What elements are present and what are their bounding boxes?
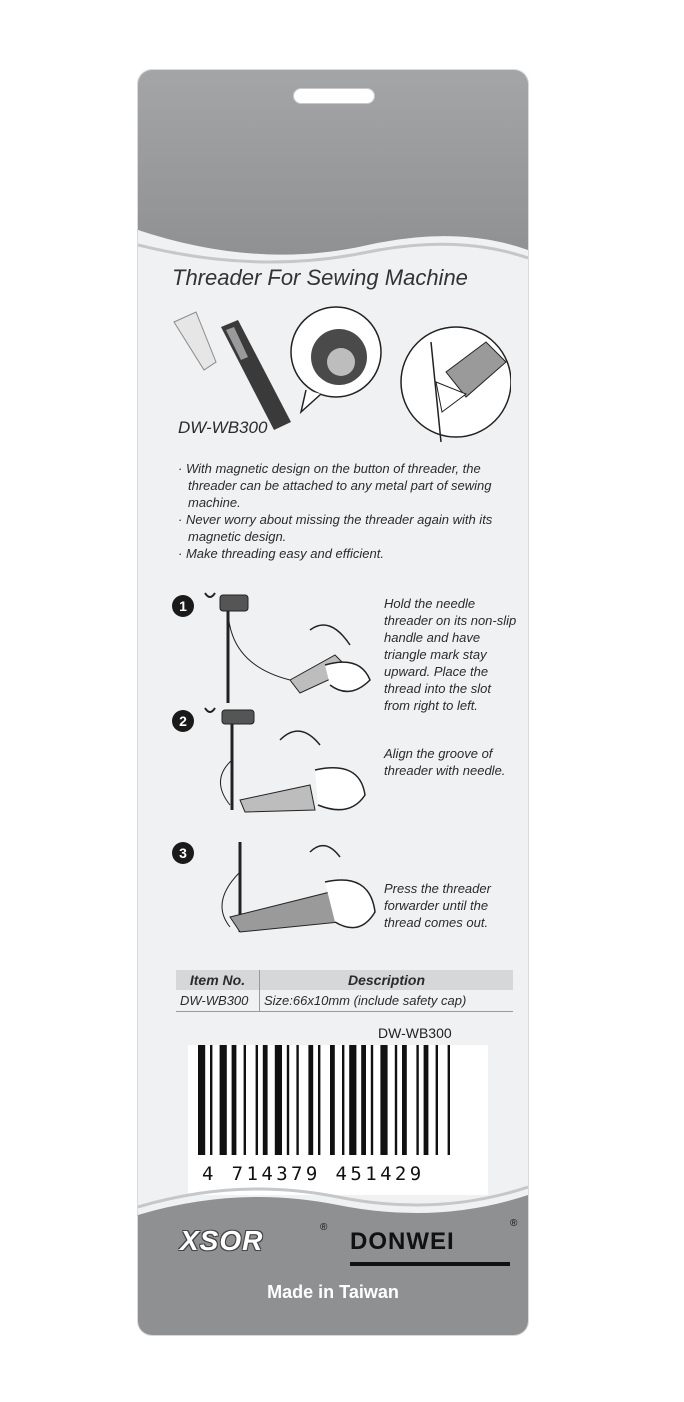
- step-1-illustration: [200, 585, 380, 715]
- feature-item: · Never worry about missing the threader again with its magnetic design.: [178, 512, 493, 544]
- barcode-bar: [198, 1045, 205, 1155]
- barcode-bar: [256, 1045, 258, 1155]
- step-instruction: Align the groove of threader with needle.: [384, 746, 506, 778]
- barcode-bar: [296, 1045, 298, 1155]
- barcode-bar: [275, 1045, 282, 1155]
- step-instruction: Press the threader forwarder until the thread comes out.: [384, 881, 491, 930]
- barcode: [188, 1045, 488, 1195]
- barcode-bar: [448, 1045, 450, 1155]
- table-row: [176, 990, 513, 1012]
- barcode-label: DW-WB300: [378, 1025, 452, 1041]
- barcode-bar: [330, 1045, 335, 1155]
- step-3: [172, 842, 518, 962]
- brand-xsor-logo: XSOR: [180, 1225, 264, 1256]
- step-number: 3: [172, 842, 194, 864]
- model-number: DW-WB300: [178, 418, 268, 437]
- barcode-bar: [342, 1045, 344, 1155]
- barcode-bar: [220, 1045, 227, 1155]
- barcode-bar: [318, 1045, 320, 1155]
- brand-underline: [350, 1262, 510, 1266]
- origin-label: Made in Taiwan: [267, 1282, 399, 1302]
- feature-list: [178, 460, 513, 562]
- step-number: 2: [172, 710, 194, 732]
- barcode-bar: [371, 1045, 373, 1155]
- brand-donwei-logo: DONWEI: [350, 1228, 455, 1255]
- barcode-bar: [287, 1045, 289, 1155]
- bottom-gray-band: [138, 1185, 528, 1335]
- step-number: 1: [172, 595, 194, 617]
- barcode-bar: [244, 1045, 246, 1155]
- step-2: [172, 710, 518, 830]
- package-card: [138, 70, 528, 1335]
- spec-item-no: DW-WB300: [176, 990, 260, 1012]
- barcode-bar: [402, 1045, 407, 1155]
- barcode-bar: [349, 1045, 356, 1155]
- step-2-illustration: [200, 700, 380, 825]
- barcode-bar: [232, 1045, 237, 1155]
- barcode-bar: [263, 1045, 268, 1155]
- barcode-bar: [361, 1045, 366, 1155]
- registered-mark: ®: [320, 1222, 328, 1233]
- spec-description: Size:66x10mm (include safety cap): [260, 990, 514, 1012]
- spec-header-description: Description: [260, 970, 514, 990]
- step-3-illustration: [200, 832, 380, 952]
- hang-hole: [293, 88, 375, 104]
- barcode-bar: [436, 1045, 438, 1155]
- spec-table: [176, 970, 513, 1012]
- barcode-bar: [380, 1045, 387, 1155]
- barcode-bars: [188, 1045, 488, 1163]
- spec-header-item-no: Item No.: [176, 970, 260, 990]
- feature-item: · Make threading easy and efficient.: [178, 546, 384, 561]
- registered-mark: ®: [510, 1218, 518, 1229]
- step-instruction: Hold the needle threader on its non-slip handle and have triangle mark stay upward. Place the thread into the slot from right to left.: [384, 596, 517, 713]
- barcode-bar: [395, 1045, 397, 1155]
- barcode-bar: [308, 1045, 313, 1155]
- product-title: Threader For Sewing Machine: [172, 265, 468, 290]
- feature-item: · With magnetic design on the button of threader, the threader can be attached to any metal part of sewing machine.: [178, 461, 492, 510]
- barcode-bar: [424, 1045, 429, 1155]
- barcode-digits: 4 714379 451429: [202, 1163, 425, 1185]
- barcode-bar: [210, 1045, 212, 1155]
- barcode-bar: [416, 1045, 418, 1155]
